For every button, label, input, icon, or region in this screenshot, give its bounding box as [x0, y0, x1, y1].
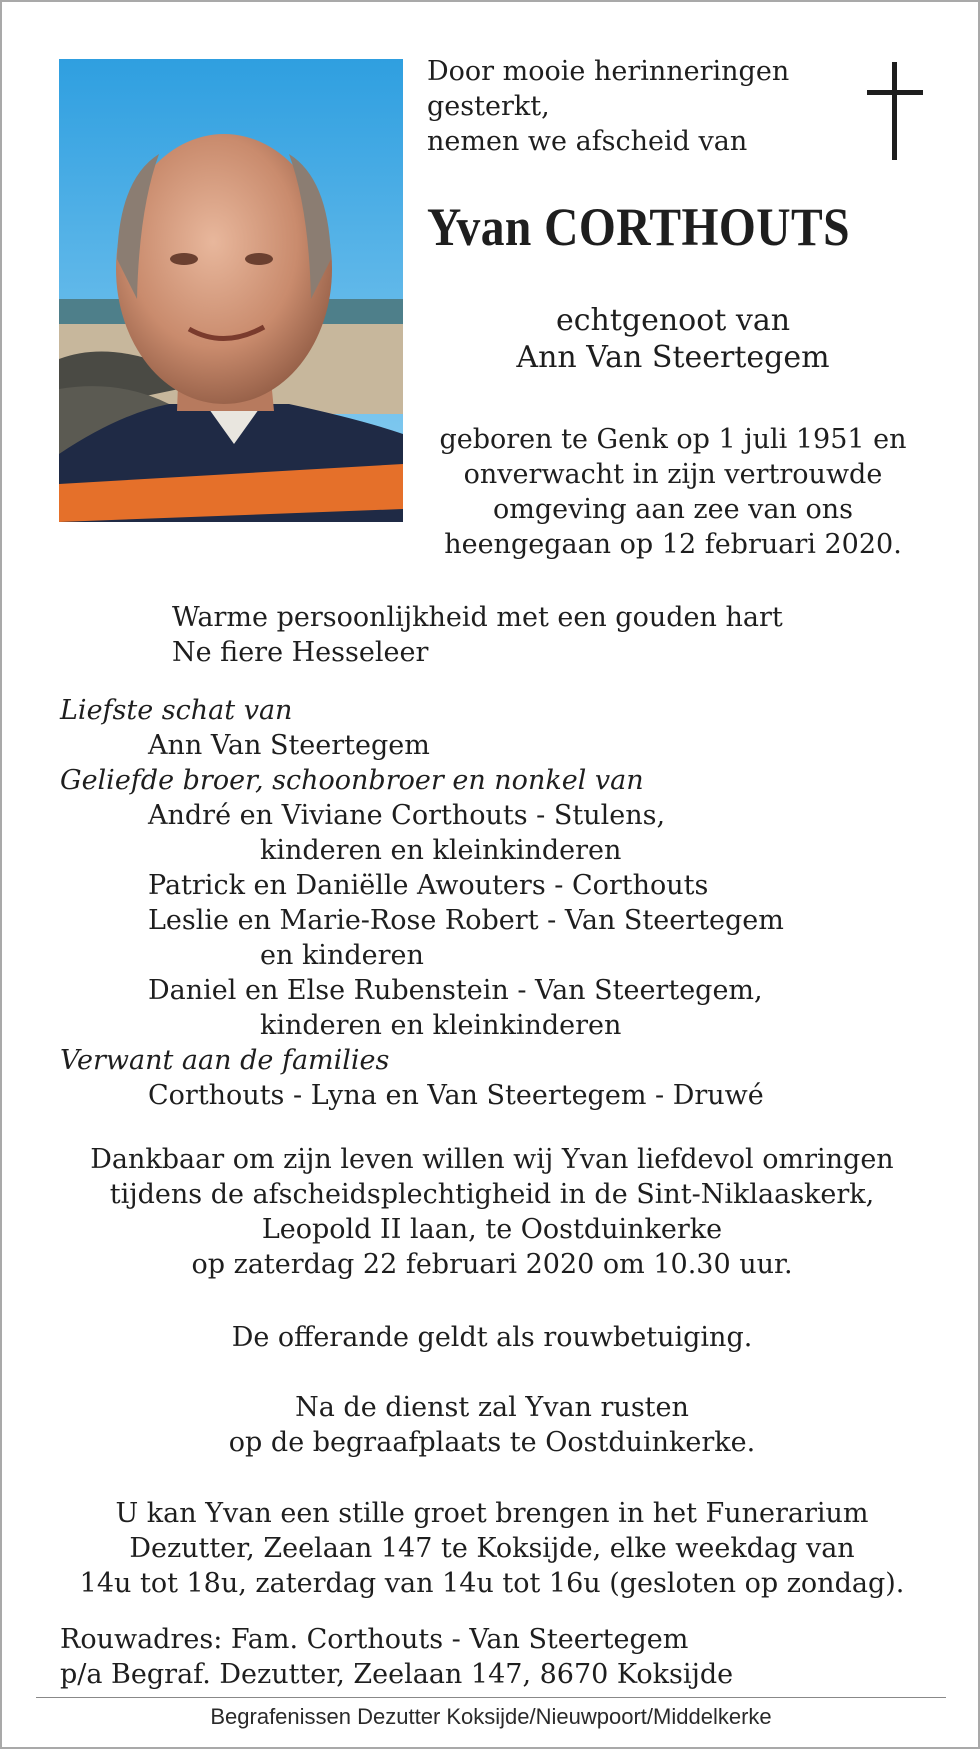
ceremony-line: op zaterdag 22 februari 2020 om 10.30 uur.	[191, 1249, 793, 1280]
portrait-photo	[59, 59, 403, 522]
ceremony-line: tijdens de afscheidsplechtigheid in de Sint-Niklaaskerk,	[109, 1179, 875, 1210]
birth-line: geboren te Genk op 1 juli 1951 en	[439, 424, 907, 455]
family-heading: Verwant aan de families	[60, 1045, 390, 1076]
family-entry: André en Viviane Corthouts - Stulens,	[148, 800, 666, 831]
spouse-text	[422, 302, 924, 376]
address-line: p/a Begraf. Dezutter, Zeelaan 147, 8670 Koksijde	[60, 1659, 734, 1690]
mourning-address	[60, 1622, 940, 1692]
motto	[172, 600, 872, 670]
family-heading: Geliefde broer, schoonbroer en nonkel van	[60, 765, 644, 796]
ceremony-line: Leopold II laan, te Oostduinkerke	[261, 1214, 723, 1245]
family-entry: en kinderen	[260, 940, 424, 971]
spouse-line: Ann Van Steertegem	[516, 340, 830, 375]
visitation-text	[42, 1496, 942, 1601]
family-list	[60, 693, 940, 1113]
burial-text	[42, 1390, 942, 1460]
intro-line: Door mooie herinneringen	[427, 56, 790, 87]
spouse-line: echtgenoot van	[555, 303, 791, 338]
family-entry: Daniel en Else Rubenstein - Van Steertegem,	[148, 975, 763, 1006]
birth-death-text	[422, 422, 924, 562]
address-line: Rouwadres: Fam. Corthouts - Van Steertegem	[60, 1624, 689, 1655]
burial-line: Na de dienst zal Yvan rusten	[295, 1392, 689, 1423]
birth-line: onverwacht in zijn vertrouwde	[463, 459, 883, 490]
offering-line: De offerande geldt als rouwbetuiging.	[231, 1322, 753, 1353]
family-entry: kinderen en kleinkinderen	[260, 1010, 622, 1041]
ceremony-text	[42, 1142, 942, 1282]
family-entry: Leslie en Marie-Rose Robert - Van Steertegem	[148, 905, 784, 936]
family-entry: Corthouts - Lyna en Van Steertegem - Druwé	[148, 1080, 764, 1111]
cross-icon	[867, 62, 923, 160]
family-entry: Ann Van Steertegem	[148, 730, 430, 761]
intro-line: nemen we afscheid van	[427, 126, 748, 157]
divider	[36, 1697, 946, 1698]
family-entry: kinderen en kleinkinderen	[260, 835, 622, 866]
motto-line: Ne fiere Hesseleer	[172, 637, 429, 668]
footer-funeral-home: Begrafenissen Dezutter Koksijde/Nieuwpoort/Middelkerke	[210, 1704, 772, 1729]
visit-line: Dezutter, Zeelaan 147 te Koksijde, elke weekdag van	[129, 1533, 855, 1564]
visit-line: U kan Yvan een stille groet brengen in het Funerarium	[115, 1498, 869, 1529]
motto-line: Warme persoonlijkheid met een gouden hart	[172, 602, 783, 633]
intro-text	[427, 54, 867, 159]
visit-line: 14u tot 18u, zaterdag van 14u tot 16u (gesloten op zondag).	[79, 1568, 905, 1599]
family-entry: Patrick en Daniëlle Awouters - Corthouts	[148, 870, 709, 901]
birth-line: omgeving aan zee van ons	[492, 494, 854, 525]
birth-line: heengegaan op 12 februari 2020.	[444, 529, 902, 560]
intro-line: gesterkt,	[427, 91, 550, 122]
ceremony-line: Dankbaar om zijn leven willen wij Yvan liefdevol omringen	[90, 1144, 894, 1175]
deceased-name: Yvan CORTHOUTS	[427, 197, 851, 257]
offering-text	[42, 1320, 942, 1355]
burial-line: op de begraafplaats te Oostduinkerke.	[228, 1427, 756, 1458]
family-heading: Liefste schat van	[60, 695, 293, 726]
